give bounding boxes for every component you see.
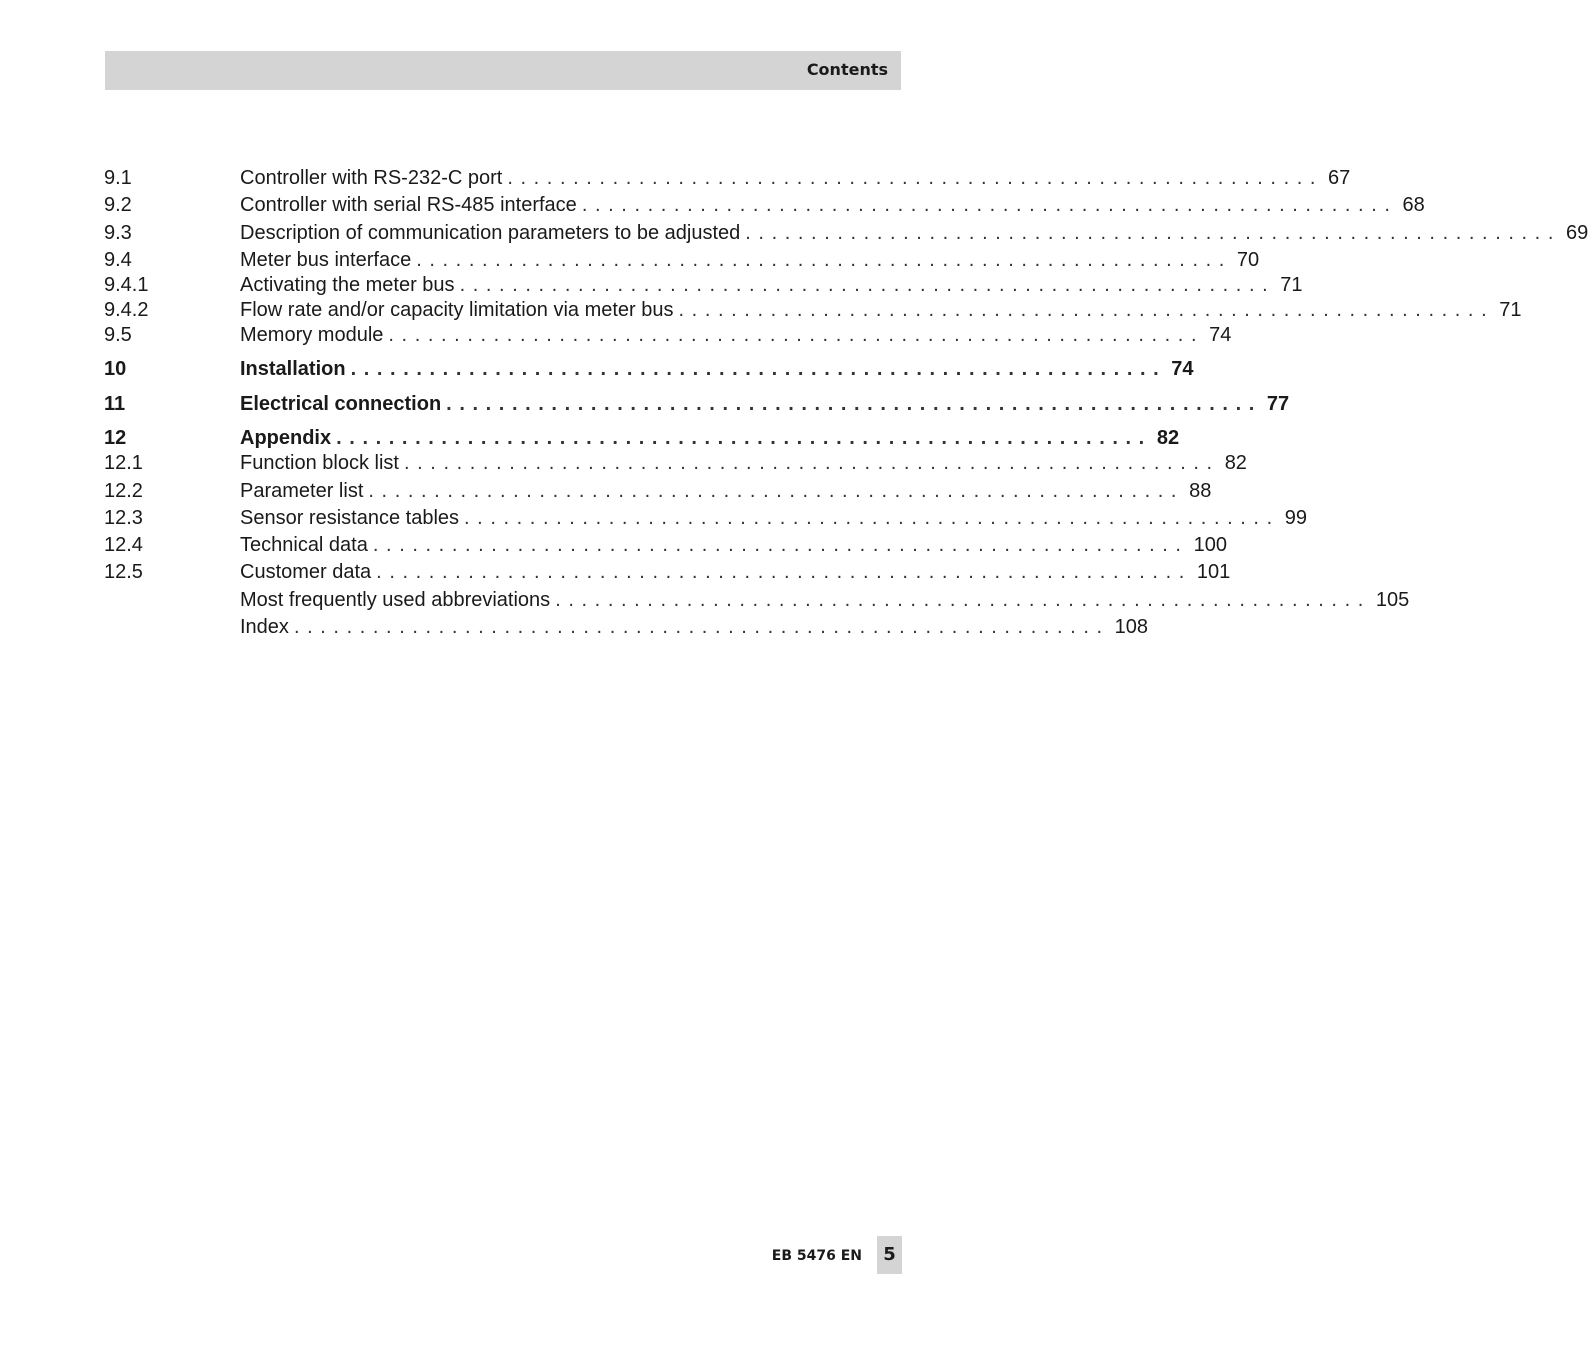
dot-leader: ..............................................................	[376, 561, 1192, 583]
toc-entry-page: 82	[1224, 452, 1247, 474]
dot-leader: ..............................................................	[403, 452, 1220, 474]
toc-entry	[0, 587, 1410, 613]
toc-entry-page: 71	[1499, 299, 1522, 321]
toc-entry-number: 9.4.1	[104, 274, 149, 296]
dot-leader: ..............................................................	[446, 393, 1262, 415]
toc-entry-title: Appendix	[240, 427, 332, 449]
toc-entry-line	[240, 505, 1307, 531]
toc-entry	[0, 450, 1247, 476]
toc-entry	[0, 425, 1180, 451]
dot-leader: ..............................................................	[507, 167, 1324, 189]
toc-entry-title: Most frequently used abbreviations	[240, 589, 551, 611]
toc-entry-page: 99	[1284, 507, 1307, 529]
toc-entry-page: 68	[1402, 194, 1425, 216]
toc-entry	[0, 559, 1231, 585]
toc-entry	[0, 391, 1290, 417]
toc-entry-line	[240, 532, 1227, 558]
toc-entry-title: Customer data	[240, 561, 372, 583]
toc-entry	[0, 165, 1351, 191]
toc-entry-page: 82	[1156, 427, 1180, 449]
toc-entry-page: 105	[1375, 589, 1410, 611]
toc-entry-number: 9.4	[104, 249, 132, 271]
toc-entry	[0, 356, 1194, 382]
dot-leader: ..............................................................	[368, 480, 1185, 502]
toc-entry-title: Sensor resistance tables	[240, 507, 460, 529]
toc-entry	[0, 505, 1307, 531]
toc-entry	[0, 478, 1212, 504]
toc-entry-page: 74	[1171, 358, 1194, 380]
toc-entry	[0, 272, 1303, 298]
toc-entry-line	[240, 614, 1149, 640]
toc-entry-title: Controller with RS-232-C port	[240, 167, 503, 189]
toc-entry-number: 9.1	[104, 167, 132, 189]
toc-entry-line	[240, 559, 1231, 585]
toc-entry-number: 9.3	[104, 222, 132, 244]
toc-entry-title: Index	[240, 616, 289, 638]
toc-entry-number: 12.1	[104, 452, 143, 474]
toc-entry-title: Description of communication parameters to be adjusted	[240, 222, 741, 244]
toc-entry-page: 71	[1280, 274, 1303, 296]
dot-leader: ..............................................................	[372, 534, 1189, 556]
toc-entry-line	[240, 478, 1212, 504]
toc-entry	[0, 192, 1425, 218]
toc-entry-line	[240, 297, 1522, 323]
toc-entry-title: Controller with serial RS-485 interface	[240, 194, 577, 216]
toc-entry-page: 88	[1189, 480, 1212, 502]
toc-entry-title: Memory module	[240, 324, 384, 346]
toc-entry-line	[240, 272, 1303, 298]
toc-entry	[0, 220, 1588, 246]
toc-entry-line	[240, 322, 1232, 348]
dot-leader: ..............................................................	[350, 358, 1167, 380]
toc-entry-page: 67	[1328, 167, 1351, 189]
dot-leader: ..............................................................	[464, 507, 1280, 529]
toc-entry-page: 108	[1114, 616, 1149, 638]
section-title: Contents	[806, 60, 888, 79]
toc-entry-number: 9.4.2	[104, 299, 149, 321]
dot-leader: ..............................................................	[555, 589, 1371, 611]
dot-leader: ..............................................................	[459, 274, 1276, 296]
document-id: EB 5476 EN	[771, 1248, 862, 1264]
toc-entry-line	[240, 425, 1180, 451]
toc-entry-line	[240, 356, 1194, 382]
dot-leader: ..............................................................	[293, 616, 1110, 638]
toc-entry	[0, 322, 1232, 348]
toc-entry	[0, 614, 1149, 640]
toc-entry-number: 9.5	[104, 324, 132, 346]
page-number: 5	[877, 1236, 902, 1274]
toc-entry-page: 70	[1236, 249, 1260, 271]
toc-entry-number: 10	[104, 358, 127, 380]
toc-entry	[0, 532, 1227, 558]
toc-entry-title: Electrical connection	[240, 393, 442, 415]
toc-entry-title: Function block list	[240, 452, 399, 474]
toc-entry-line	[240, 450, 1247, 476]
toc-entry-title: Meter bus interface	[240, 249, 412, 271]
toc-entry-line	[240, 391, 1290, 417]
dot-leader: ..............................................................	[745, 222, 1561, 244]
toc-entry-title: Installation	[240, 358, 346, 380]
dot-leader: ..............................................................	[678, 299, 1495, 321]
toc-entry-title: Flow rate and/or capacity limitation via meter bus	[240, 299, 674, 321]
toc-entry	[0, 247, 1260, 273]
toc-entry-page: 74	[1209, 324, 1232, 346]
dot-leader: ..............................................................	[581, 194, 1398, 216]
toc-entry-page: 77	[1266, 393, 1290, 415]
dot-leader: ..............................................................	[388, 324, 1205, 346]
toc-entry-number: 12	[104, 427, 127, 449]
toc-entry-title: Parameter list	[240, 480, 364, 502]
toc-entry-title: Technical data	[240, 534, 368, 556]
dot-leader: ..............................................................	[336, 427, 1152, 449]
toc-entry-page: 100	[1193, 534, 1227, 556]
toc-entry-line	[240, 192, 1425, 218]
toc-entry-line	[240, 247, 1260, 273]
toc-entry-page: 69	[1565, 222, 1588, 244]
toc-entry-line	[240, 165, 1351, 191]
toc-entry	[0, 297, 1522, 323]
toc-entry-number: 12.3	[104, 507, 143, 529]
toc-entry-number: 11	[104, 393, 126, 415]
toc-entry-number: 12.2	[104, 480, 143, 502]
toc-entry-number: 9.2	[104, 194, 132, 216]
toc-entry-line	[240, 220, 1588, 246]
toc-entry-number: 12.4	[104, 534, 143, 556]
toc-entry-number: 12.5	[104, 561, 143, 583]
toc-entry-page: 101	[1196, 561, 1231, 583]
toc-entry-title: Activating the meter bus	[240, 274, 455, 296]
dot-leader: ..............................................................	[416, 249, 1232, 271]
toc-entry-line	[240, 587, 1410, 613]
header-bar	[105, 51, 901, 90]
